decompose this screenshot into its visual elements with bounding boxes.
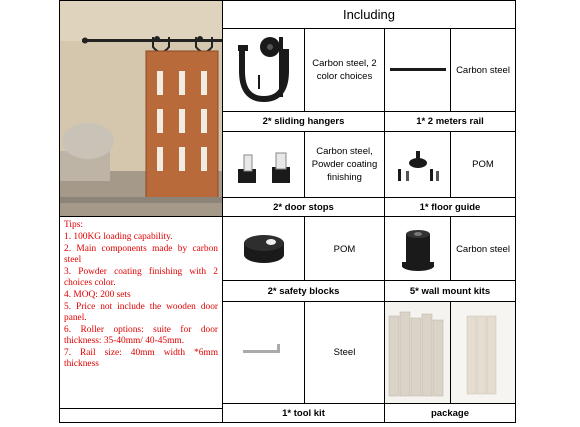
grid-line [304,301,305,404]
grid-line [222,111,515,112]
safety-block-icon [239,229,289,269]
tip-line: 6. Roller options: suite for door thickness: 35-40mm/ 40-45mm. [64,325,218,346]
wall-mount-icon [398,224,438,274]
tool-kit-material: Steel [333,347,356,358]
tool-kit-image [223,302,304,403]
grid-line [222,28,515,29]
door-stop-icon [232,143,296,187]
door-stop-caption: 2* door stops [273,202,334,213]
grid-line [450,301,451,404]
grid-line [450,28,451,112]
safety-block-material: POM [333,243,356,255]
rail-material: Carbon steel [456,64,510,76]
wall-mount-image [385,218,450,280]
grid-line [222,131,515,132]
tips-panel [60,217,222,408]
tips-title: Tips: [64,220,83,230]
grid-line [450,217,451,281]
sliding-hanger-icon [234,35,294,105]
tip-line: 7. Rail size: 40mm width *6mm thickness [64,348,218,369]
grid-line [60,216,515,217]
grid-line [304,28,305,112]
tip-line: 2. Main components made by carbon steel [64,244,218,265]
floor-guide-image [385,132,450,197]
grid-line [384,28,385,422]
grid-line [222,1,223,422]
tip-line: 5. Price not include the wooden door panel. [64,302,218,323]
safety-block-image [223,218,304,280]
package-photo-1 [385,302,450,403]
barn-door-illustration [60,1,222,216]
safety-block-caption: 2* safety blocks [267,285,340,297]
rail-caption: 1* 2 meters rail [416,116,484,127]
wall-mount-material: Carbon steel [456,243,510,255]
grid-line [304,217,305,281]
tip-line: 4. MOQ: 200 sets [64,290,131,300]
door-stop-image [223,132,304,197]
wall-mount-caption: 5* wall mount kits [409,285,491,297]
hanger-material: Carbon steel, 2 color choices [312,58,377,82]
barn-door-photo [60,1,222,216]
hanger-image [223,29,304,111]
tip-line: 1. 100KG loading capability. [64,232,173,242]
grid-line [222,280,515,281]
tool-kit-caption: 1* tool kit [282,407,325,419]
floor-guide-material: POM [472,159,494,170]
hanger-caption: 2* sliding hangers [262,116,345,127]
grid-line [60,408,222,409]
rail-icon [390,65,446,75]
floor-guide-icon [392,145,444,185]
grid-line [304,131,305,198]
grid-line [222,403,515,404]
grid-line [450,131,451,198]
rail-image [385,29,450,111]
package-stack-photo [385,302,450,403]
section-heading: Including [342,7,396,22]
grid-line [222,301,515,302]
product-spec-sheet [59,0,516,423]
package-photo-2 [451,302,515,403]
door-stop-material: Carbon steel, Powder coating finishing [311,146,378,183]
tip-line: 3. Powder coating finishing with 2 choices color. [64,267,218,288]
grid-line [222,197,515,198]
package-caption: package [430,407,470,419]
floor-guide-caption: 1* floor guide [419,202,481,213]
allen-key-icon [239,338,289,368]
package-box-photo [451,302,515,403]
